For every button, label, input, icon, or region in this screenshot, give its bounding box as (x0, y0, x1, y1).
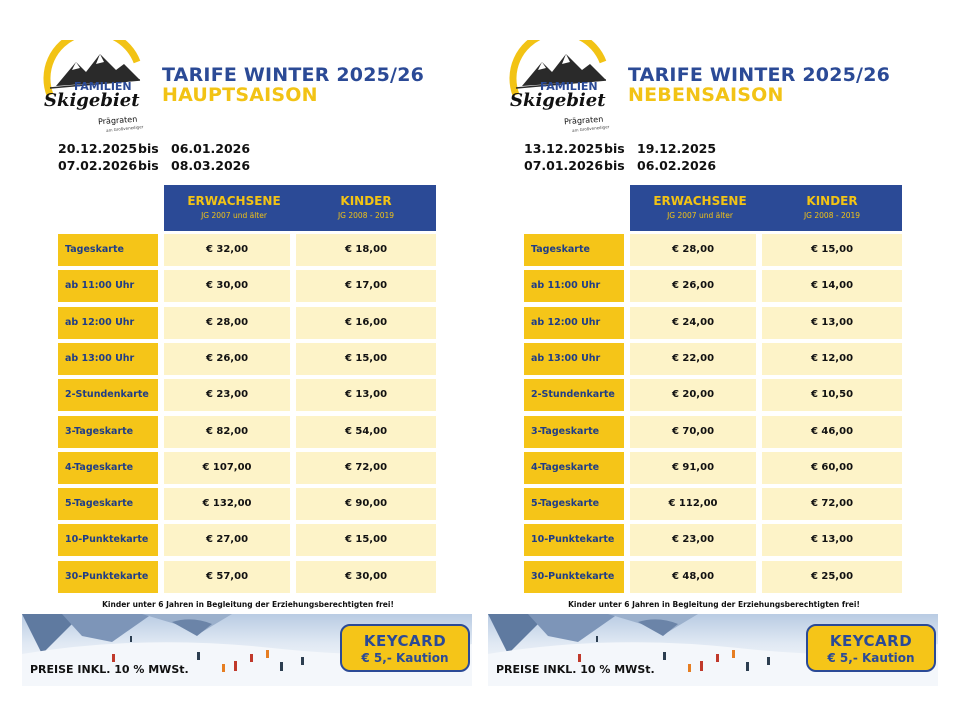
date-from: 13.12.2025 (524, 141, 604, 156)
ticket-type-label: 2-Stundenkarte (524, 379, 624, 411)
date-to: 19.12.2025 (637, 141, 717, 156)
logo-text-grossvenediger: am Großvenediger (105, 124, 144, 133)
adult-price: € 107,00 (164, 452, 290, 484)
column-header-label: KINDER (806, 194, 858, 208)
ticket-type-label: ab 11:00 Uhr (58, 270, 158, 302)
ticket-type-label: ab 13:00 Uhr (524, 343, 624, 375)
season-dates (58, 140, 250, 174)
child-price: € 25,00 (762, 561, 902, 593)
date-to: 06.01.2026 (171, 141, 251, 156)
child-price: € 60,00 (762, 452, 902, 484)
children-free-note: Kinder unter 6 Jahren in Begleitung der Erziehungsberechtigten frei! (102, 600, 394, 609)
table-row (524, 452, 904, 484)
logo-text-pragraten: Prägraten (97, 114, 138, 127)
table-row (58, 452, 438, 484)
child-price: € 10,50 (762, 379, 902, 411)
child-price: € 16,00 (296, 307, 436, 339)
ski-banner (22, 614, 472, 686)
table-row (58, 307, 438, 339)
adult-price: € 26,00 (630, 270, 756, 302)
adult-price: € 82,00 (164, 416, 290, 448)
child-price: € 15,00 (762, 234, 902, 266)
price-vat-note: PREISE INKL. 10 % MWSt. (30, 663, 189, 676)
table-row (58, 524, 438, 556)
season-subtitle: HAUPTSAISON (162, 84, 318, 106)
child-price: € 15,00 (296, 343, 436, 375)
ticket-type-label: ab 13:00 Uhr (58, 343, 158, 375)
table-row (524, 343, 904, 375)
table-row (58, 561, 438, 593)
date-to: 06.02.2026 (637, 158, 717, 173)
ticket-type-label: 3-Tageskarte (58, 416, 158, 448)
ticket-type-label: 2-Stundenkarte (58, 379, 158, 411)
keycard-title: KEYCARD (363, 632, 447, 650)
date-bis: bis (604, 158, 625, 173)
column-header-sub: JG 2008 - 2019 (337, 211, 395, 220)
keycard-badge (340, 624, 470, 672)
adult-price: € 27,00 (164, 524, 290, 556)
column-header-sub: JG 2007 und älter (667, 211, 733, 220)
tariff-panel (18, 0, 478, 720)
table-row (524, 234, 904, 266)
logo-text-familien: FAMILIEN (540, 80, 598, 93)
table-row (524, 561, 904, 593)
adult-price: € 132,00 (164, 488, 290, 520)
table-row (524, 379, 904, 411)
keycard-badge (806, 624, 936, 672)
adult-price: € 30,00 (164, 270, 290, 302)
price-vat-note: PREISE INKL. 10 % MWSt. (496, 663, 655, 676)
logo-text-pragraten: Prägraten (563, 114, 604, 127)
ticket-type-label: ab 12:00 Uhr (58, 307, 158, 339)
adult-price: € 24,00 (630, 307, 756, 339)
logo-text-skigebiet: Skigebiet (44, 90, 140, 111)
table-row (58, 379, 438, 411)
child-price: € 18,00 (296, 234, 436, 266)
column-header-children (296, 185, 436, 231)
column-header-children (762, 185, 902, 231)
ski-area-logo (42, 40, 152, 135)
table-row (58, 234, 438, 266)
ticket-type-label: ab 11:00 Uhr (524, 270, 624, 302)
table-row (524, 307, 904, 339)
child-price: € 17,00 (296, 270, 436, 302)
child-price: € 15,00 (296, 524, 436, 556)
child-price: € 13,00 (296, 379, 436, 411)
date-bis: bis (604, 141, 625, 156)
ski-area-logo (508, 40, 618, 135)
date-from: 07.02.2026 (58, 158, 138, 173)
child-price: € 90,00 (296, 488, 436, 520)
page-title: TARIFE WINTER 2025/26 (628, 64, 891, 86)
child-price: € 54,00 (296, 416, 436, 448)
adult-price: € 20,00 (630, 379, 756, 411)
date-range (58, 157, 250, 174)
table-row (58, 488, 438, 520)
season-dates (524, 140, 716, 174)
date-range (524, 157, 716, 174)
keycard-title: KEYCARD (829, 632, 913, 650)
logo-text-familien: FAMILIEN (74, 80, 132, 93)
adult-price: € 112,00 (630, 488, 756, 520)
adult-price: € 23,00 (630, 524, 756, 556)
date-bis: bis (138, 158, 159, 173)
child-price: € 14,00 (762, 270, 902, 302)
column-header-label: ERWACHSENE (653, 194, 747, 208)
adult-price: € 23,00 (164, 379, 290, 411)
logo-text-grossvenediger: am Großvenediger (571, 124, 610, 133)
date-from: 07.01.2026 (524, 158, 604, 173)
adult-price: € 48,00 (630, 561, 756, 593)
ticket-type-label: 3-Tageskarte (524, 416, 624, 448)
table-row (58, 416, 438, 448)
table-row (524, 416, 904, 448)
adult-price: € 32,00 (164, 234, 290, 266)
adult-price: € 22,00 (630, 343, 756, 375)
tariff-panel (484, 0, 944, 720)
adult-price: € 70,00 (630, 416, 756, 448)
child-price: € 72,00 (296, 452, 436, 484)
date-to: 08.03.2026 (171, 158, 251, 173)
adult-price: € 28,00 (164, 307, 290, 339)
keycard-deposit: € 5,- Kaution (361, 651, 449, 665)
ticket-type-label: Tageskarte (58, 234, 158, 266)
ticket-type-label: 10-Punktekarte (524, 524, 624, 556)
ticket-type-label: 5-Tageskarte (58, 488, 158, 520)
column-header-label: ERWACHSENE (187, 194, 281, 208)
title-block (628, 64, 890, 104)
children-free-note: Kinder unter 6 Jahren in Begleitung der Erziehungsberechtigten frei! (568, 600, 860, 609)
column-header-sub: JG 2008 - 2019 (803, 211, 861, 220)
adult-price: € 28,00 (630, 234, 756, 266)
ticket-type-label: 30-Punktekarte (58, 561, 158, 593)
season-subtitle: NEBENSAISON (628, 84, 784, 106)
date-bis: bis (138, 141, 159, 156)
date-from: 20.12.2025 (58, 141, 138, 156)
table-row (524, 488, 904, 520)
date-range (524, 140, 716, 157)
table-row (524, 270, 904, 302)
date-range (58, 140, 250, 157)
logo-text-skigebiet: Skigebiet (510, 90, 606, 111)
child-price: € 30,00 (296, 561, 436, 593)
column-header-sub: JG 2007 und älter (201, 211, 267, 220)
ski-banner (488, 614, 938, 686)
child-price: € 13,00 (762, 524, 902, 556)
page-title: TARIFE WINTER 2025/26 (162, 64, 425, 86)
adult-price: € 91,00 (630, 452, 756, 484)
table-row (58, 343, 438, 375)
adult-price: € 26,00 (164, 343, 290, 375)
child-price: € 72,00 (762, 488, 902, 520)
child-price: € 46,00 (762, 416, 902, 448)
ticket-type-label: 5-Tageskarte (524, 488, 624, 520)
table-row (58, 270, 438, 302)
ticket-type-label: ab 12:00 Uhr (524, 307, 624, 339)
child-price: € 12,00 (762, 343, 902, 375)
ticket-type-label: 30-Punktekarte (524, 561, 624, 593)
ticket-type-label: 10-Punktekarte (58, 524, 158, 556)
ticket-type-label: 4-Tageskarte (58, 452, 158, 484)
child-price: € 13,00 (762, 307, 902, 339)
column-header-adults (630, 185, 770, 231)
keycard-deposit: € 5,- Kaution (827, 651, 915, 665)
column-header-label: KINDER (340, 194, 392, 208)
ticket-type-label: Tageskarte (524, 234, 624, 266)
table-row (524, 524, 904, 556)
column-header-adults (164, 185, 304, 231)
adult-price: € 57,00 (164, 561, 290, 593)
ticket-type-label: 4-Tageskarte (524, 452, 624, 484)
title-block (162, 64, 424, 104)
